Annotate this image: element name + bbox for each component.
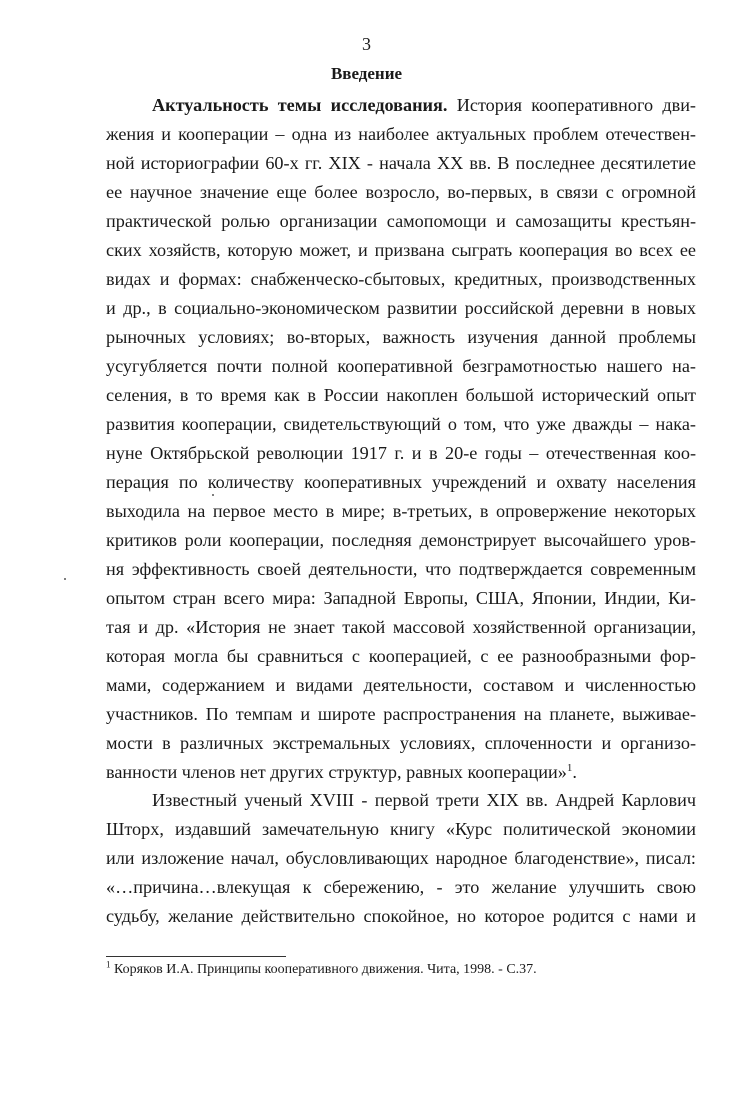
footnote-separator <box>106 956 286 957</box>
paragraph-line: и др., в социально-экономическом развитии российской деревни в новых <box>106 298 696 318</box>
paragraph-line: судьбу, желание действительно спокойное, но которое родится с нами и <box>106 906 696 926</box>
paragraph-line: выходила на первое место в мире; в-третьих, в опровержение некоторых <box>106 501 696 521</box>
paragraph-line: жения и кооперации – одна из наиболее актуальных проблем отечествен- <box>106 124 696 144</box>
paragraph-line: Актуальность темы исследования. История кооперативного дви- <box>152 95 696 115</box>
paragraph-line: или изложение начал, обусловливающих народное благоденствие», писал: <box>106 848 696 868</box>
paragraph-line: нуне Октябрьской революции 1917 г. и в 20-е годы – отечественная коо- <box>106 443 696 463</box>
paragraph-line: Шторх, издавший замечательную книгу «Курс политической экономии <box>106 819 696 839</box>
page-number: 3 <box>362 34 371 54</box>
paragraph-line: перация по количеству кооперативных учреждений и охвату населения <box>106 472 696 492</box>
paragraph-line: селения, в то время как в России накоплен большой исторический опыт <box>106 385 696 405</box>
paragraph-line: критиков роли кооперации, последняя демонстрирует высочайшего уров- <box>106 530 696 550</box>
paragraph-line: тая и др. «История не знает такой массовой хозяйственной организации, <box>106 617 696 637</box>
paragraph-line: участников. По темпам и широте распространения на планете, выживае- <box>106 704 696 724</box>
paragraph-relevance <box>106 91 696 787</box>
paragraph-line: развития кооперации, свидетельствующий о том, что уже дважды – нака- <box>106 414 696 434</box>
paragraph-line: ной историографии 60-х гг. XIX - начала XX вв. В последнее десятилетие <box>106 153 696 173</box>
footnote-text: Коряков И.А. Принципы кооперативного движения. Чита, 1998. - С.37. <box>110 962 537 977</box>
paragraph-line: «…причина…влекущая к сбережению, - это желание улучшить свою <box>106 877 696 897</box>
section-heading: Введение <box>330 64 403 83</box>
paragraph-line: мости в различных экстремальных условиях, сплоченности и организо- <box>106 733 696 753</box>
paragraph-lead: Актуальность темы исследования. <box>152 95 448 115</box>
paragraph-line: ня эффективность своей деятельности, что подтверждается современным <box>106 559 696 579</box>
paragraph-storch <box>106 786 696 931</box>
footnote <box>106 961 696 979</box>
paragraph-line: ее научное значение еще более возросло, во-первых, в связи с огромной <box>106 182 696 202</box>
footnote-reference[interactable]: 1 <box>566 761 573 774</box>
scan-speck <box>64 578 66 580</box>
footnote-marker: 1 <box>106 959 111 970</box>
paragraph-line: практической ролью организации самопомощи и самозащиты крестьян- <box>106 211 696 231</box>
paragraph-line: Известный ученый XVIII - первой трети XIX вв. Андрей Карлович <box>152 790 696 810</box>
paragraph-line: опытом стран всего мира: Западной Европы, США, Японии, Индии, Ки- <box>106 588 696 608</box>
paragraph-line: которая могла бы сравниться с кооперацией, с ее разнообразными фор- <box>106 646 696 666</box>
paragraph-line: усугубляется почти полной кооперативной безграмотностью нашего на- <box>106 356 696 376</box>
scan-speck <box>212 494 214 496</box>
paragraph-line: мами, содержанием и видами деятельности, составом и численностью <box>106 675 696 695</box>
paragraph-line: видах и формах: снабженческо-сбытовых, кредитных, производственных <box>106 269 696 289</box>
paragraph-line: ванности членов нет других структур, равных кооперации»$^1$. <box>106 761 577 782</box>
paragraph-line: ских хозяйств, которую может, и призвана сыграть кооперация во всех ее <box>106 240 696 260</box>
paragraph-line: рыночных условиях; во-вторых, важность изучения данной проблемы <box>106 327 696 347</box>
